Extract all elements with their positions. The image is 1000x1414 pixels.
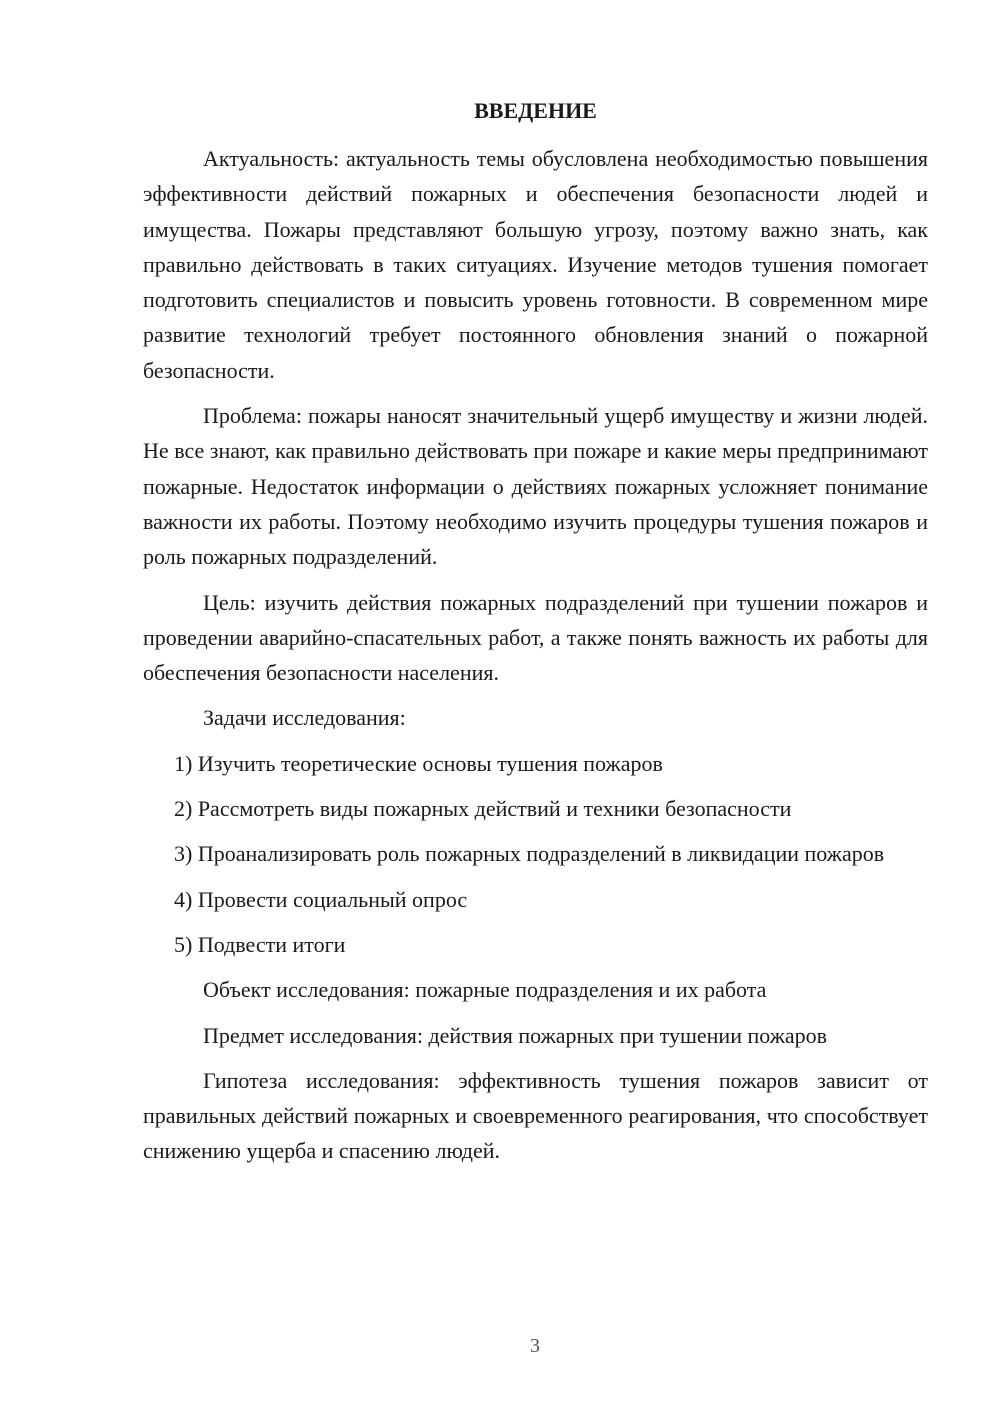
task-item-3: 3) Проанализировать роль пожарных подразделений в ликвидации пожаров [174, 841, 885, 867]
document-page [143, 93, 928, 1179]
paragraph-relevance: Актуальность: актуальность темы обусловлена необходимостью повышения эффективности действий пожарных и обеспечения безопасности людей и имущества. Пожары представляют большую угрозу, поэтому важно знать, как правильно действовать в таких ситуациях. Изучение методов тушения помогает подготовить специалистов и повысить уровень готовности. В современном мире развитие технологий требует постоянного обновления знаний о пожарной безопасности. [143, 146, 928, 383]
research-object: Объект исследования: пожарные подразделения и их работа [203, 977, 767, 1003]
task-item-5: 5) Подвести итоги [174, 931, 346, 957]
research-subject: Предмет исследования: действия пожарных при тушении пожаров [203, 1022, 828, 1048]
task-item-2: 2) Рассмотреть виды пожарных действий и техники безопасности [174, 796, 792, 822]
page-number: 3 [530, 1335, 540, 1357]
tasks-heading: Задачи исследования: [203, 705, 406, 731]
research-hypothesis: Гипотеза исследования: эффективность тушения пожаров зависит от правильных действий пожарных и своевременного реагирования, что способствует снижению ущерба и спасению людей. [143, 1067, 928, 1164]
paragraph-problem: Проблема: пожары наносят значительный ущерб имуществу и жизни людей. Не все знают, как правильно действовать при пожаре и какие меры предпринимают пожарные. Недостаток информации о действиях пожарных усложняет понимание важности их работы. Поэтому необходимо изучить процедуры тушения пожаров и роль пожарных подразделений. [143, 403, 928, 570]
paragraph-goal: Цель: изучить действия пожарных подразделений при тушении пожаров и проведении аварийно-спасательных работ, а также понять важность их работы для обеспечения безопасности населения. [143, 589, 928, 686]
task-item-1: 1) Изучить теоретические основы тушения пожаров [174, 750, 663, 776]
task-item-4: 4) Провести социальный опрос [174, 886, 468, 912]
page-title: ВВЕДЕНИЕ [474, 98, 597, 123]
